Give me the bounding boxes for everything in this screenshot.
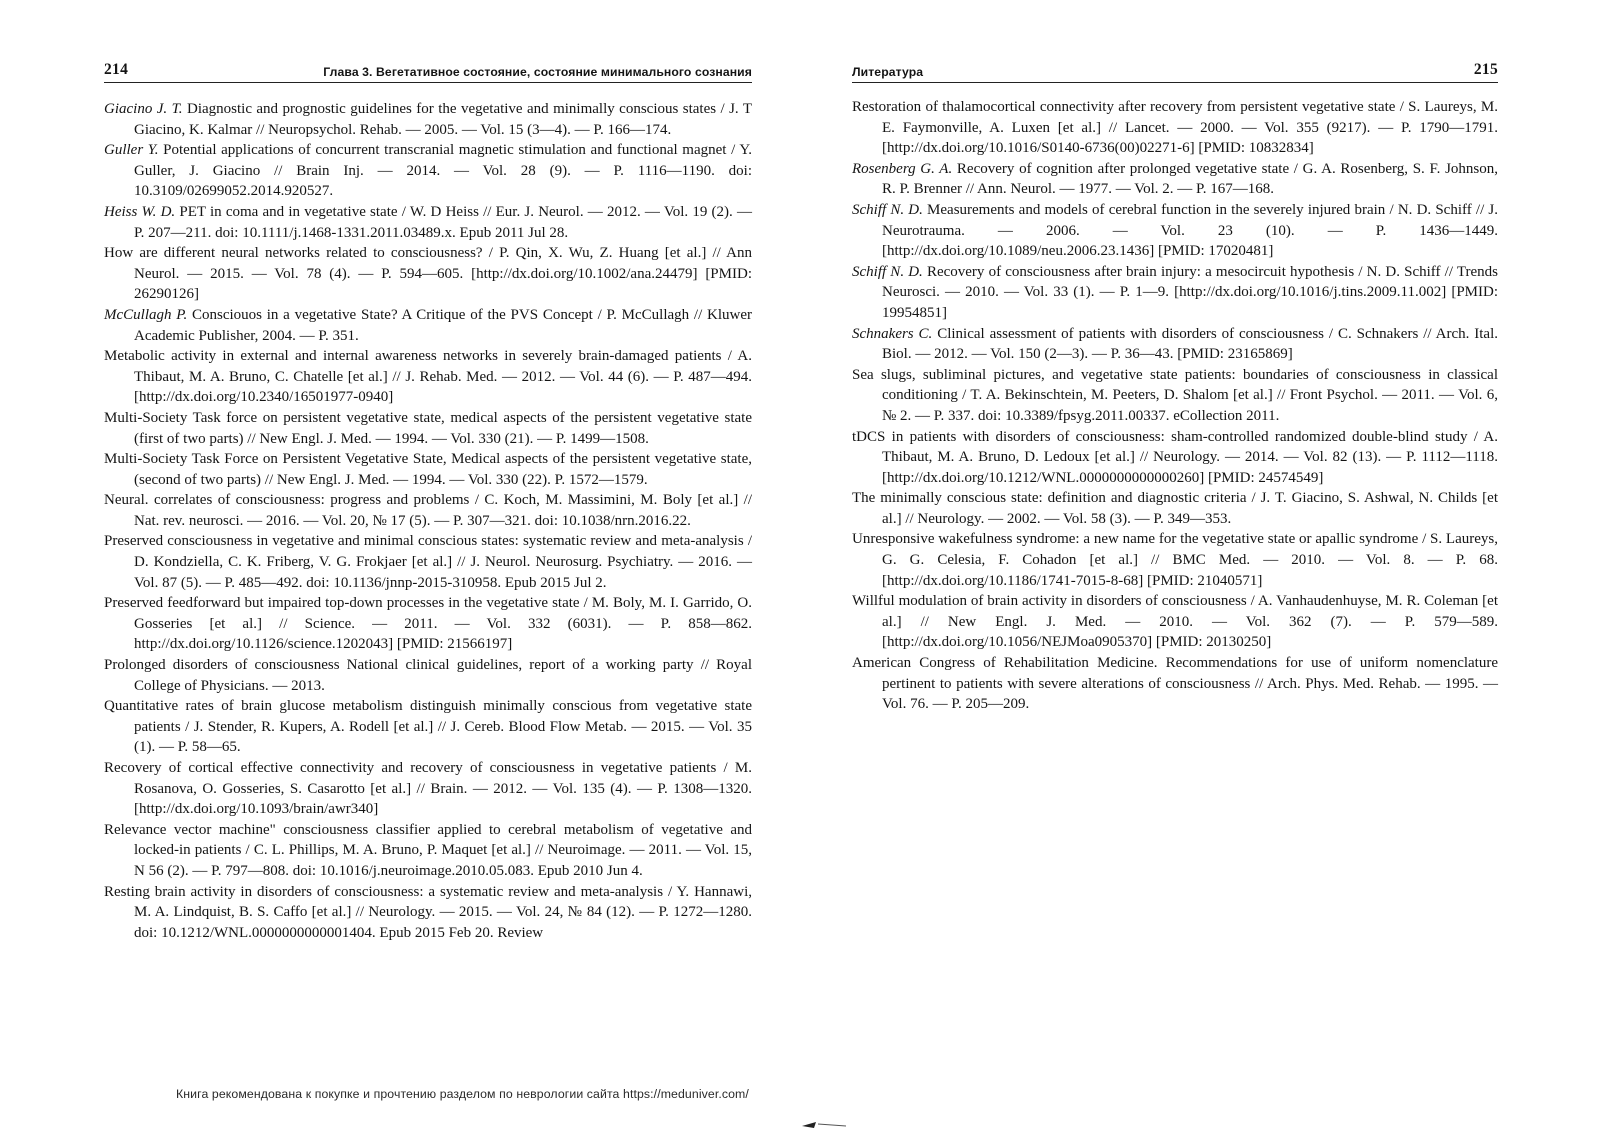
reference-author: McCullagh P. [104,306,188,323]
reference-entry [104,655,752,696]
reference-text: The minimally conscious state: definition and diagnostic criteria / J. T. Giacino, S. Ashwal, N. Childs [et al.] // Neurology. — 2002. — Vol. 58 (3). — P. 349—353. [852,490,1498,527]
reference-entry [852,262,1498,324]
right-page [852,56,1498,715]
reference-entry [104,202,752,243]
reference-entry [104,490,752,531]
reference-text: Preserved feedforward but impaired top-down processes in the vegetative state / M. Boly, M. I. Garrido, O. Gosseries [et al.] // Science. — 2011. — Vol. 332 (6031). — P. 858—862. http://dx.doi.org/10.1126/science.1202043] [PMID: 21566197] [104,595,752,653]
reference-entry [852,365,1498,427]
left-page [104,56,752,943]
page-number-right: 215 [1473,61,1498,78]
reference-entry [852,200,1498,262]
reference-text: Neural. correlates of consciousness: progress and problems / C. Koch, M. Massimini, M. Boly [et al.] // Nat. rev. neurosci. — 2016. — Vol. 20, № 17 (5). — P. 307—321. doi: 10.1038/nrn.2016.22. [104,492,752,529]
reference-entry [852,488,1498,529]
reference-text: PET in coma and in vegetative state / W. D Heiss // Eur. J. Neurol. — 2012. — Vol. 19 (2). — P. 207—211. doi: 10.1111/j.1468-1331.2011.03489.x. Epub 2011 Jul 28. [134,203,752,241]
reference-text: How are different neural networks related to consciousness? / P. Qin, X. Wu, Z. Huang [et al.] // Ann Neurol. — 2015. — Vol. 78 (4). — P. 594—605. [http://dx.doi.org/10.1002/ana.24479] [PMID: 26290126] [104,245,752,303]
reference-text: Recovery of cognition after prolonged vegetative state / G. A. Rosenberg, S. F. Johnson, R. P. Brenner // Ann. Neurol. — 1977. — Vol. 2. — P. 167—168. [882,160,1498,198]
page-number-left: 214 [104,61,129,78]
reference-entry [104,99,752,140]
reference-text: Multi-Society Task force on persistent vegetative state, medical aspects of the persistent vegetative state (first of two parts) // New Engl. J. Med. — 1994. — Vol. 330 (21). — P. 1499—1508. [104,409,752,447]
chapter-title: Глава 3. Вегетативное состояние, состояние минимального сознания [323,65,752,79]
reference-entry [852,159,1498,200]
reference-entry [104,758,752,820]
reference-text: Potential applications of concurrent transcranial magnetic stimulation and functional magnet / Y. Guller, J. Giacino // Brain Inj. — 2014. — Vol. 28 (9). — P. 1116—1190. doi: 10.3109/02699052.2014.920527. [134,142,752,200]
reference-list-right [852,97,1498,715]
reference-text: Preserved consciousness in vegetative and minimal conscious states: systematic review and meta-analysis / D. Kondziella, C. K. Friberg, V. G. Frokjaer [et al.] // J. Neurol. Neurosurg. Psychiatry. — 2016. — Vol. 87 (5). — P. 485—492. doi: 10.1136/jnnp-2015-310958. Epub 2015 Jul 2. [104,533,752,591]
reference-author: Schiff N. D. [852,201,923,218]
reference-text: Unresponsive wakefulness syndrome: a new name for the vegetative state or apallic syndrome / S. Laureys, G. G. Celesia, F. Cohadon [et al.] // BMC Med. — 2010. — Vol. 8. — P. 68. [http://dx.doi.org/10.1186/1741-7015-8-68] [PMID: 21040571] [852,531,1498,589]
reference-text: Quantitative rates of brain glucose metabolism distinguish minimally conscious from vegetative state patients / J. Stender, R. Kupers, A. Rodell [et al.] // J. Cereb. Blood Flow Metab. — 2015. — Vol. 35 (1). — P. 58—65. [104,698,752,756]
reference-text: Willful modulation of brain activity in disorders of consciousness / A. Vanhaudenhuyse, M. R. Coleman [et al.] // New Engl. J. Med. — 2010. — Vol. 362 (7). — P. 579—589. [http://dx.doi.org/10.1056/NEJMoa0905370] [PMID: 20130250] [852,593,1498,651]
section-title: Литература [852,65,924,79]
reference-text: Relevance vector machine" consciousness classifier applied to cerebral metabolism of vegetative and locked-in patients / C. L. Phillips, M. A. Bruno, P. Maquet [et al.] // Neuroimage. — 2011. — Vol. 15, N 56 (2). — P. 797—808. doi: 10.1016/j.neuroimage.2010.05.083. Epub 2010 Jun 4. [104,821,752,879]
reference-text: tDCS in patients with disorders of consciousness: sham-controlled randomized double-blind study / A. Thibaut, M. A. Bruno, D. Ledoux [et al.] // Neurology. — 2014. — Vol. 82 (13). — P. 1112—1118. [http://dx.doi.org/10.1212/WNL.0000000000000260] [PMID: 24574549] [852,428,1498,486]
reference-text: Resting brain activity in disorders of consciousness: a systematic review and meta-analysis / Y. Hannawi, M. A. Lindquist, B. S. Caffo [et al.] // Neurology. — 2015. — Vol. 24, № 84 (12). — P. 1272—1280. doi: 10.1212/WNL.0000000000001404. Epub 2015 Feb 20. Review [104,883,752,941]
reference-text: Measurements and models of cerebral function in the severely injured brain / N. D. Schiff // J. Neurotrauma. — 2006. — Vol. 23 (10). — P. 1436—1449. [http://dx.doi.org/10.1089/neu.2006.23.1436] [PMID: 17020481] [882,201,1498,260]
reference-text: Prolonged disorders of consciousness National clinical guidelines, report of a working party // Royal College of Physicians. — 2013. [104,657,752,694]
reference-text: Diagnostic and prognostic guidelines for the vegetative and minimally conscious states / J. T Giacino, K. Kalmar // Neuropsychol. Rehab. — 2005. — Vol. 15 (3—4). — P. 166—174. [134,101,752,138]
reference-entry [852,324,1498,365]
reference-entry [104,140,752,202]
reference-text: Metabolic activity in external and internal awareness networks in severely brain-damaged patients / A. Thibaut, M. A. Bruno, C. Chatelle [et al.] // J. Rehab. Med. — 2012. — Vol. 44 (6). — P. 487—494. [http://dx.doi.org/10.2340/16501977-0940] [104,348,752,406]
reference-text: Consciouos in a vegetative State? A Critique of the PVS Concept / P. McCullagh // Kluwer Academic Publisher, 2004. — P. 351. [134,306,752,344]
reference-entry [104,346,752,408]
reference-entry [104,449,752,490]
reference-text: Restoration of thalamocortical connectivity after recovery from persistent vegetative state / S. Laureys, M. E. Faymonville, A. Luxen [et al.] // Lancet. — 2000. — Vol. 355 (9217). — P. 1790—1791. [http://dx.doi.org/10.1016/S0140-6736(00)02271-6] [PMID: 10832834] [852,99,1498,157]
reference-text: Recovery of cortical effective connectivity and recovery of consciousness in vegetative patients / M. Rosanova, O. Gosseries, S. Casarotto [et al.] // Brain. — 2012. — Vol. 135 (4). — P. 1308—1320. [http://dx.doi.org/10.1093/brain/awr340] [104,760,752,818]
reference-entry [104,305,752,346]
footer-note: Книга рекомендована к покупке и прочтению разделом по неврологии сайта https://meduniver.com/ [176,1087,749,1101]
reference-text: American Congress of Rehabilitation Medicine. Recommendations for use of uniform nomenclature pertinent to patients with severe alterations of consciousness // Arch. Phys. Med. Rehab. — 1995. — Vol. 76. — P. 205—209. [852,655,1498,713]
reference-author: Rosenberg G. A. [852,160,953,177]
reference-entry [852,97,1498,159]
reference-author: Giacino J. T. [104,101,183,117]
reference-entry [104,243,752,305]
reference-entry [104,820,752,882]
reference-entry [104,593,752,655]
reference-entry [852,653,1498,715]
scan-mark-icon [800,1118,848,1130]
reference-entry [852,591,1498,653]
reference-entry [104,882,752,944]
reference-text: Sea slugs, subliminal pictures, and vegetative state patients: boundaries of consciousness in classical conditioning / T. A. Bekinschtein, M. Peeters, D. Shalom [et al.] // Front Psychol. — 2011. — Vol. 6, № 2. — P. 337. doi: 10.3389/fpsyg.2011.00337. eCollection 2011. [852,366,1498,424]
reference-list-left [104,99,752,943]
reference-author: Schiff N. D. [852,263,923,280]
reference-entry [104,531,752,593]
running-head-right [852,56,1498,83]
reference-entry [104,696,752,758]
running-head-left [104,56,752,83]
reference-text: Multi-Society Task Force on Persistent Vegetative State, Medical aspects of the persistent vegetative state, (second of two parts) // New Engl. J. Med. — 1994. — Vol. 330 (22). P. 1572—1579. [104,451,752,488]
reference-author: Heiss W. D. [104,203,176,220]
reference-entry [104,408,752,449]
reference-entry [852,427,1498,489]
reference-text: Clinical assessment of patients with disorders of consciousness / C. Schnakers // Arch. Ital. Biol. — 2012. — Vol. 150 (2—3). — P. 36—43. [PMID: 23165869] [882,325,1498,363]
reference-author: Schnakers C. [852,325,933,342]
reference-text: Recovery of consciousness after brain injury: a mesocircuit hypothesis / N. D. Schiff // Trends Neurosci. — 2010. — Vol. 33 (1). — P. 1—9. [http://dx.doi.org/10.1016/j.tins.2009.11.002] [PMID: 19954851] [882,263,1498,321]
reference-author: Guller Y. [104,142,159,159]
reference-entry [852,529,1498,591]
